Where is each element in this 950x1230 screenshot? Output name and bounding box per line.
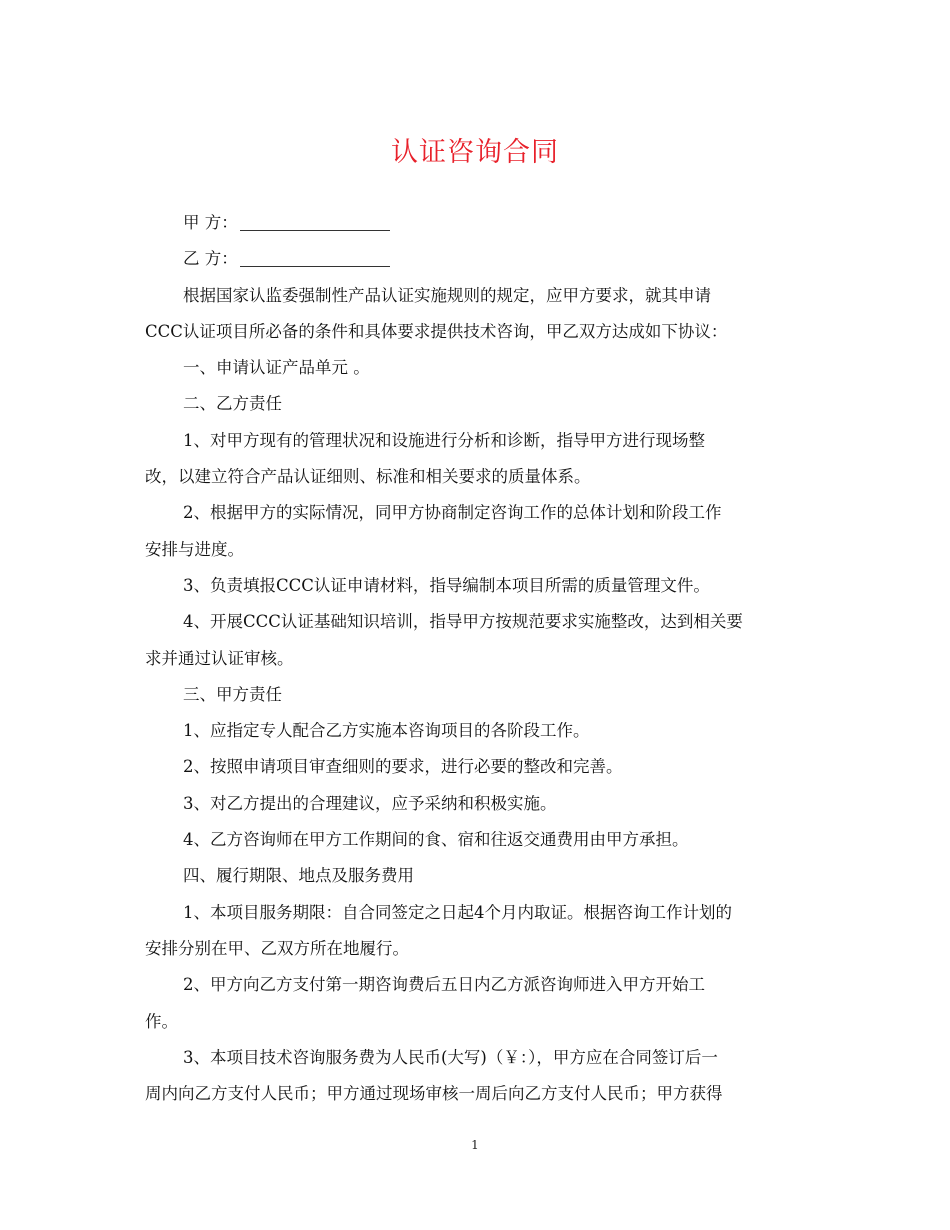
text-line: 作。 [145, 1011, 178, 1031]
party-a-blank [240, 214, 390, 231]
page-title: 认证咨询合同 [391, 137, 559, 168]
text-line: 2、根据甲方的实际情况，同甲方协商制定咨询工作的总体计划和阶段工作 [183, 503, 722, 523]
text-line: 3、负责填报CCC认证申请材料，指导编制本项目所需的质量管理文件。 [183, 575, 710, 595]
contract-body [145, 205, 810, 1112]
text-line: 1、本项目服务期限：自合同签定之日起4个月内取证。根据咨询工作计划的 [183, 902, 732, 922]
text-line: 1、对甲方现有的管理状况和设施进行分析和诊断，指导甲方进行现场整 [183, 430, 705, 450]
party-b-label: 乙 方： [183, 249, 238, 269]
text-line: 安排分别在甲、乙双方所在地履行。 [145, 938, 409, 958]
text-line: 1、应指定专人配合乙方实施本咨询项目的各阶段工作。 [183, 721, 590, 741]
party-b-line [145, 241, 810, 277]
text-line: 根据国家认监委强制性产品认证实施规则的规定，应甲方要求，就其申请 [183, 285, 711, 305]
text-line: 4、开展CCC认证基础知识培训，指导甲方按规范要求实施整改，达到相关要 [183, 612, 743, 632]
text-line: 周内向乙方支付人民币；甲方通过现场审核一周后向乙方支付人民币；甲方获得 [145, 1084, 723, 1104]
text-line: 三、甲方责任 [183, 684, 282, 704]
paragraph-lines [145, 278, 810, 1113]
text-line: 3、本项目技术咨询服务费为人民币(大写)（￥：），甲方应在合同签订后一 [183, 1047, 718, 1067]
text-line: 4、乙方咨询师在甲方工作期间的食、宿和往返交通费用由甲方承担。 [183, 830, 689, 850]
text-line: 3、对乙方提出的合理建议，应予采纳和积极实施。 [183, 793, 557, 813]
page-number: 1 [471, 1138, 479, 1152]
text-line: 2、按照申请项目审查细则的要求，进行必要的整改和完善。 [183, 757, 623, 777]
text-line: 求并通过认证审核。 [145, 648, 294, 668]
text-line: CCC认证项目所必备的条件和具体要求提供技术咨询，甲乙双方达成如下协议： [145, 321, 728, 341]
text-line: 改，以建立符合产品认证细则、标准和相关要求的质量体系。 [145, 467, 591, 487]
text-line: 四、履行期限、地点及服务费用 [183, 866, 414, 886]
party-b-blank [240, 250, 390, 267]
text-line: 一、申请认证产品单元 。 [183, 358, 370, 378]
party-a-label: 甲 方： [183, 213, 238, 232]
text-line: 二、乙方责任 [183, 394, 282, 414]
text-line: 安排与进度。 [145, 539, 244, 559]
party-a-line [145, 205, 810, 241]
text-line: 2、甲方向乙方支付第一期咨询费后五日内乙方派咨询师进入甲方开始工 [183, 975, 705, 995]
